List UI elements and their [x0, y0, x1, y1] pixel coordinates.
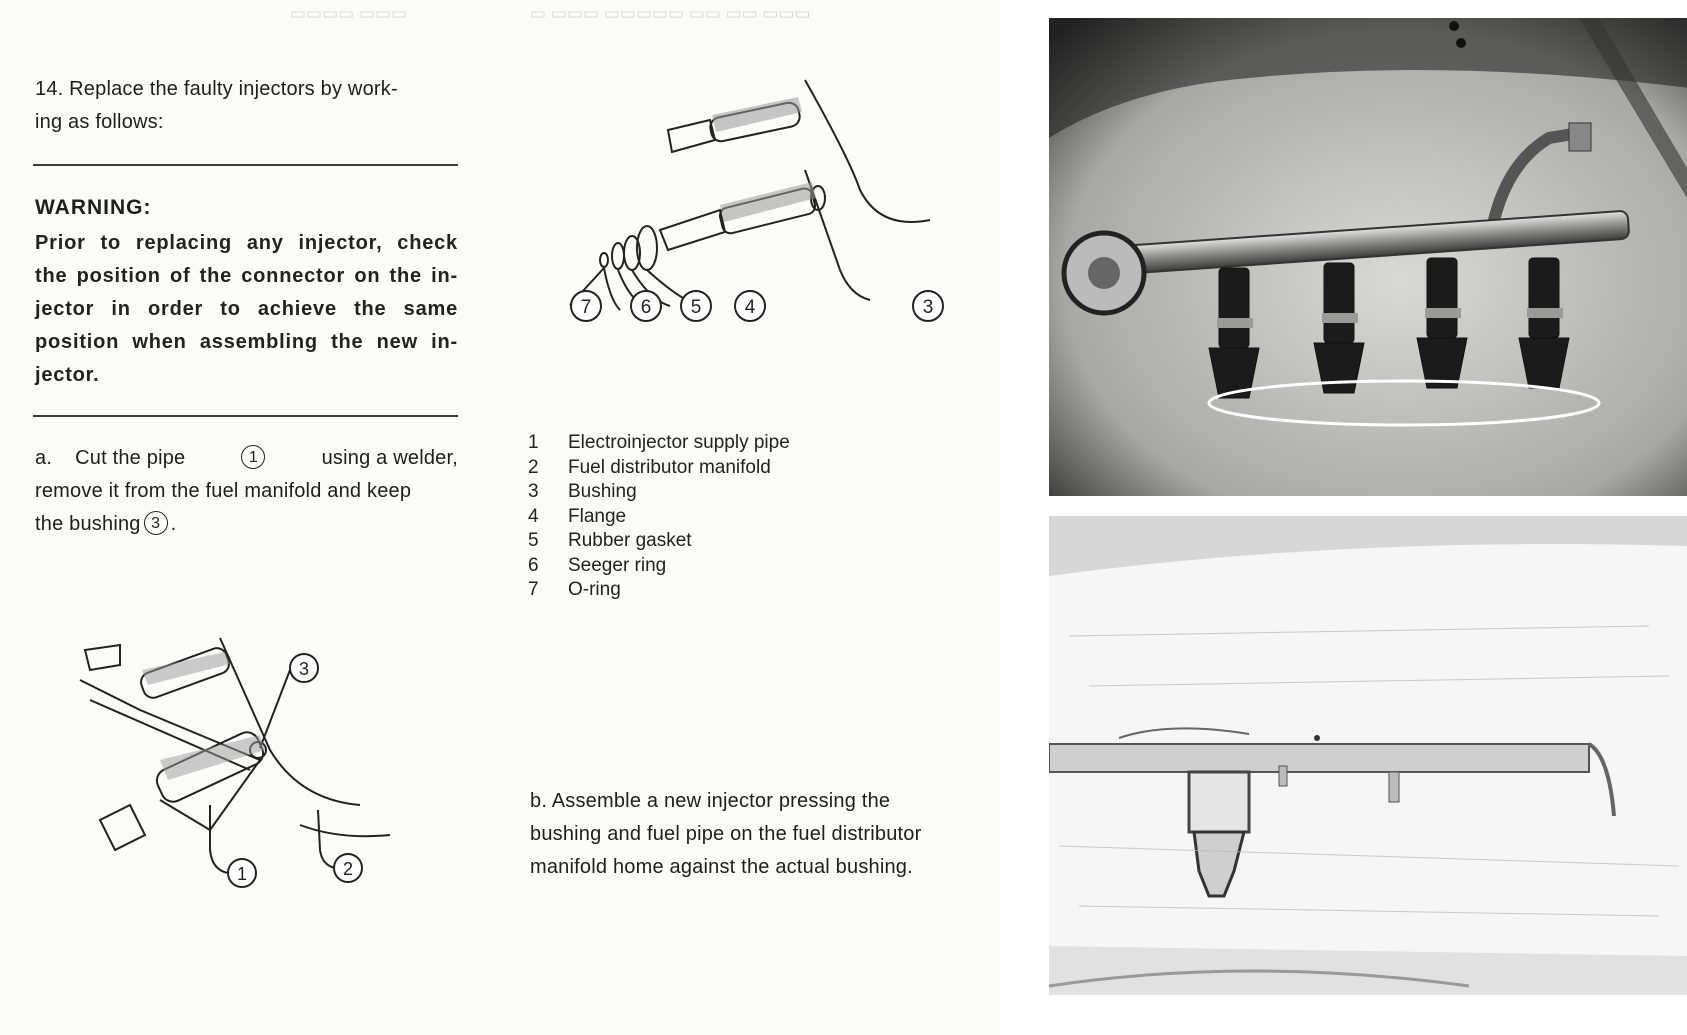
fuel-rail-photo-image: [1049, 18, 1687, 496]
step-14-line-2: ing as follows:: [35, 111, 164, 133]
injector-top: [668, 120, 715, 152]
callout-label: 2: [342, 859, 354, 879]
legend-label: Electroinjector supply pipe: [568, 432, 790, 453]
warning-line-5: jector.: [35, 364, 100, 386]
legend-number: 4: [528, 505, 539, 527]
warning-title: WARNING:: [35, 196, 152, 219]
injector-removal-diagram: [60, 630, 410, 940]
bleed-through-text: ▭▭▭▭ ▭▭▭: [290, 4, 408, 23]
rail-closeup-photo-image: [1049, 516, 1687, 995]
legend-label: Rubber gasket: [568, 530, 692, 551]
callout-label: 4: [744, 297, 756, 318]
callout-label: 1: [236, 864, 248, 884]
callout-3: 3: [144, 511, 168, 535]
callout-7-bubble: [571, 291, 601, 321]
legend-label: Flange: [568, 505, 627, 527]
injector-connector: [85, 645, 120, 670]
warning-line-4: position when assembling the new in-: [35, 331, 458, 353]
leader-line-3: [260, 670, 290, 748]
legend-number: 5: [528, 530, 539, 551]
manifold-outline: [300, 825, 390, 836]
step-14-line-1: 14. Replace the faulty injectors by work-: [35, 78, 398, 100]
legend-number: 2: [528, 456, 539, 478]
parts-legend: [528, 431, 790, 603]
legend-row: [528, 578, 790, 603]
callout-label: 5: [690, 297, 702, 318]
callout-3-bubble: [913, 291, 943, 321]
injector-connector: [100, 805, 145, 850]
warning-line-1: Prior to replacing any injector, check: [35, 232, 458, 254]
step-a-line-3: [35, 509, 176, 540]
rail-closeup-photo: [1049, 516, 1687, 995]
callout-3-bubble: [290, 654, 318, 682]
leader-line-2: [318, 810, 335, 868]
divider-bottom: [33, 415, 458, 417]
callout-label: 3: [922, 297, 934, 318]
legend-label: Bushing: [568, 481, 637, 502]
bleed-through-text: ▭ ▭▭▭ ▭▭▭▭▭ ▭▭ ▭▭ ▭▭▭: [530, 4, 811, 23]
step-a-text: using a welder,: [321, 447, 458, 469]
step-b-line-3: manifold home against the actual bushing.: [530, 856, 913, 878]
legend-row: [528, 554, 790, 579]
callout-4-bubble: [735, 291, 765, 321]
step-b-line-2: bushing and fuel pipe on the fuel distributor: [530, 823, 922, 845]
manifold-outline: [805, 80, 930, 222]
seeger-ring: [612, 243, 624, 269]
legend-row: [528, 431, 790, 456]
warning-line-3: jector in order to achieve the same: [35, 298, 458, 320]
legend-row: [528, 480, 790, 505]
step-a-text: a. Cut the pipe: [35, 447, 186, 469]
legend-label: Fuel distributor manifold: [568, 456, 771, 478]
callout-1-bubble: [228, 859, 256, 887]
callout-label: 3: [298, 659, 310, 679]
callout-2-bubble: [334, 854, 362, 882]
leader-line-7b: [604, 268, 620, 310]
leader-line-1: [210, 805, 228, 873]
fuel-rail-photo: [1049, 18, 1687, 496]
legend-row: [528, 529, 790, 554]
callout-label: 6: [640, 297, 652, 318]
callout-6-bubble: [631, 291, 661, 321]
step-a-text: the bushing: [35, 513, 141, 535]
injector-body: [660, 210, 725, 250]
legend-label: Seeger ring: [568, 554, 667, 576]
legend-row: [528, 505, 790, 530]
divider-top: [33, 164, 458, 166]
callout-5-bubble: [681, 291, 711, 321]
legend-number: 1: [528, 432, 539, 453]
callout-label: 7: [580, 297, 592, 318]
step-b-line-1: b. Assemble a new injector pressing the: [530, 790, 891, 812]
step-a-text: .: [170, 513, 177, 535]
step-a-line-2: remove it from the fuel manifold and keep: [35, 480, 412, 502]
warning-line-2: the position of the connector on the in-: [35, 265, 458, 287]
legend-number: 3: [528, 481, 539, 502]
o-ring: [600, 253, 608, 267]
callout-1: 1: [241, 445, 265, 469]
step-a-line-1: [35, 443, 458, 474]
injector-exploded-diagram: [550, 70, 950, 350]
legend-label: O-ring: [568, 579, 621, 600]
legend-row: [528, 456, 790, 481]
legend-number: 6: [528, 554, 539, 576]
legend-number: 7: [528, 579, 539, 600]
